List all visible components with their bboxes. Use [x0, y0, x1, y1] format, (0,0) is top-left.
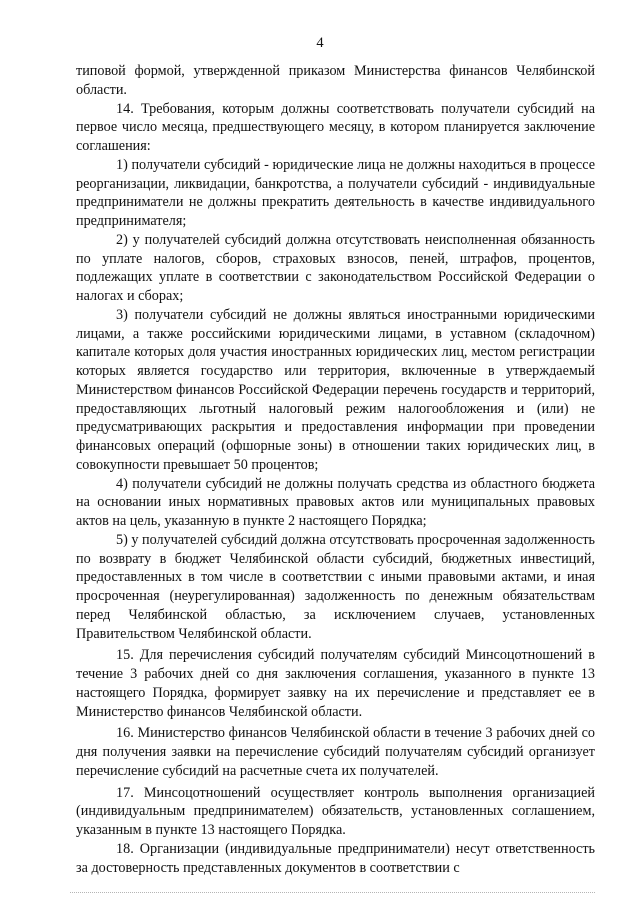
page-bottom-edge	[70, 892, 595, 893]
paragraph-16: 16. Министерство финансов Челябинской области в течение 3 рабочих дней со дня получения заявки на перечисление субсидий получателям субсидий организует перечисление субсидий на расчетные счета их получателей.	[76, 725, 595, 779]
paragraph-14-item-3: 3) получатели субсидий не должны являться иностранными юридическими лицами, а также российскими юридическими лицами, в уставном (складочном) капитале которых доля участия иностранных юридических лиц, местом регистрации которых является государство или территория, включенные в утверждаемый Министерством финансов Российской Федерации перечень государств и территорий, предоставляющих льготный налоговый режим налогообложения и (или) не предусматривающих раскрытия и предоставления информации при проведении финансовых операций (офшорные зоны) в отношении таких юридических лиц, в совокупности превышает 50 процентов;	[76, 306, 595, 473]
paragraph-continuation: типовой формой, утвержденной приказом Министерства финансов Челябинской области.	[76, 63, 595, 98]
paragraph-14-item-5: 5) у получателей субсидий должна отсутствовать просроченная задолженность по возврату в бюджет Челябинской области субсидий, бюджетных инвестиций, предоставленных в том числе в соответствии с иными правовыми актами, и иная просроченная (неурегулированная) задолженность по денежным обязательствам перед Челябинской областью, за исключением случаев, установленных Правительством Челябинской области.	[76, 531, 595, 642]
paragraph-17: 17. Минсоцотношений осуществляет контроль выполнения организацией (индивидуальным предпринимателем) обязательств, установленных соглашением, указанным в пункте 13 настоящего Порядка.	[76, 784, 595, 838]
document-body	[76, 62, 595, 877]
paragraph-15: 15. Для перечисления субсидий получателям субсидий Минсоцотношений в течение 3 рабочих дней со дня заключения соглашения, указанного в пункте 13 настоящего Порядка, формирует заявку на их перечисление и представляет ее в Министерство финансов Челябинской области.	[76, 647, 595, 720]
paragraph-14: 14. Требования, которым должны соответствовать получатели субсидий на первое число месяца, предшествующего месяцу, в котором планируется заключение соглашения:	[76, 100, 595, 154]
paragraph-14-item-4: 4) получатели субсидий не должны получать средства из областного бюджета на основании иных нормативных правовых актов или муниципальных правовых актов на цель, указанную в пункте 2 настоящего Порядка;	[76, 475, 595, 529]
page-number: 4	[316, 35, 324, 51]
paragraph-14-item-2: 2) у получателей субсидий должна отсутствовать неисполненная обязанность по уплате налогов, сборов, страховых взносов, пеней, штрафов, процентов, подлежащих уплате в соответствии с законодательством Российской Федерации о налогах и сборах;	[76, 231, 595, 304]
paragraph-18: 18. Организации (индивидуальные предприниматели) несут ответственность за достоверность представленных документов в соответствии с	[76, 840, 595, 876]
paragraph-14-item-1: 1) получатели субсидий - юридические лица не должны находиться в процессе реорганизации, ликвидации, банкротства, а получатели субсидий - индивидуальные предприниматели не должны прекратить деятельность в качестве индивидуального предпринимателя;	[76, 156, 595, 229]
